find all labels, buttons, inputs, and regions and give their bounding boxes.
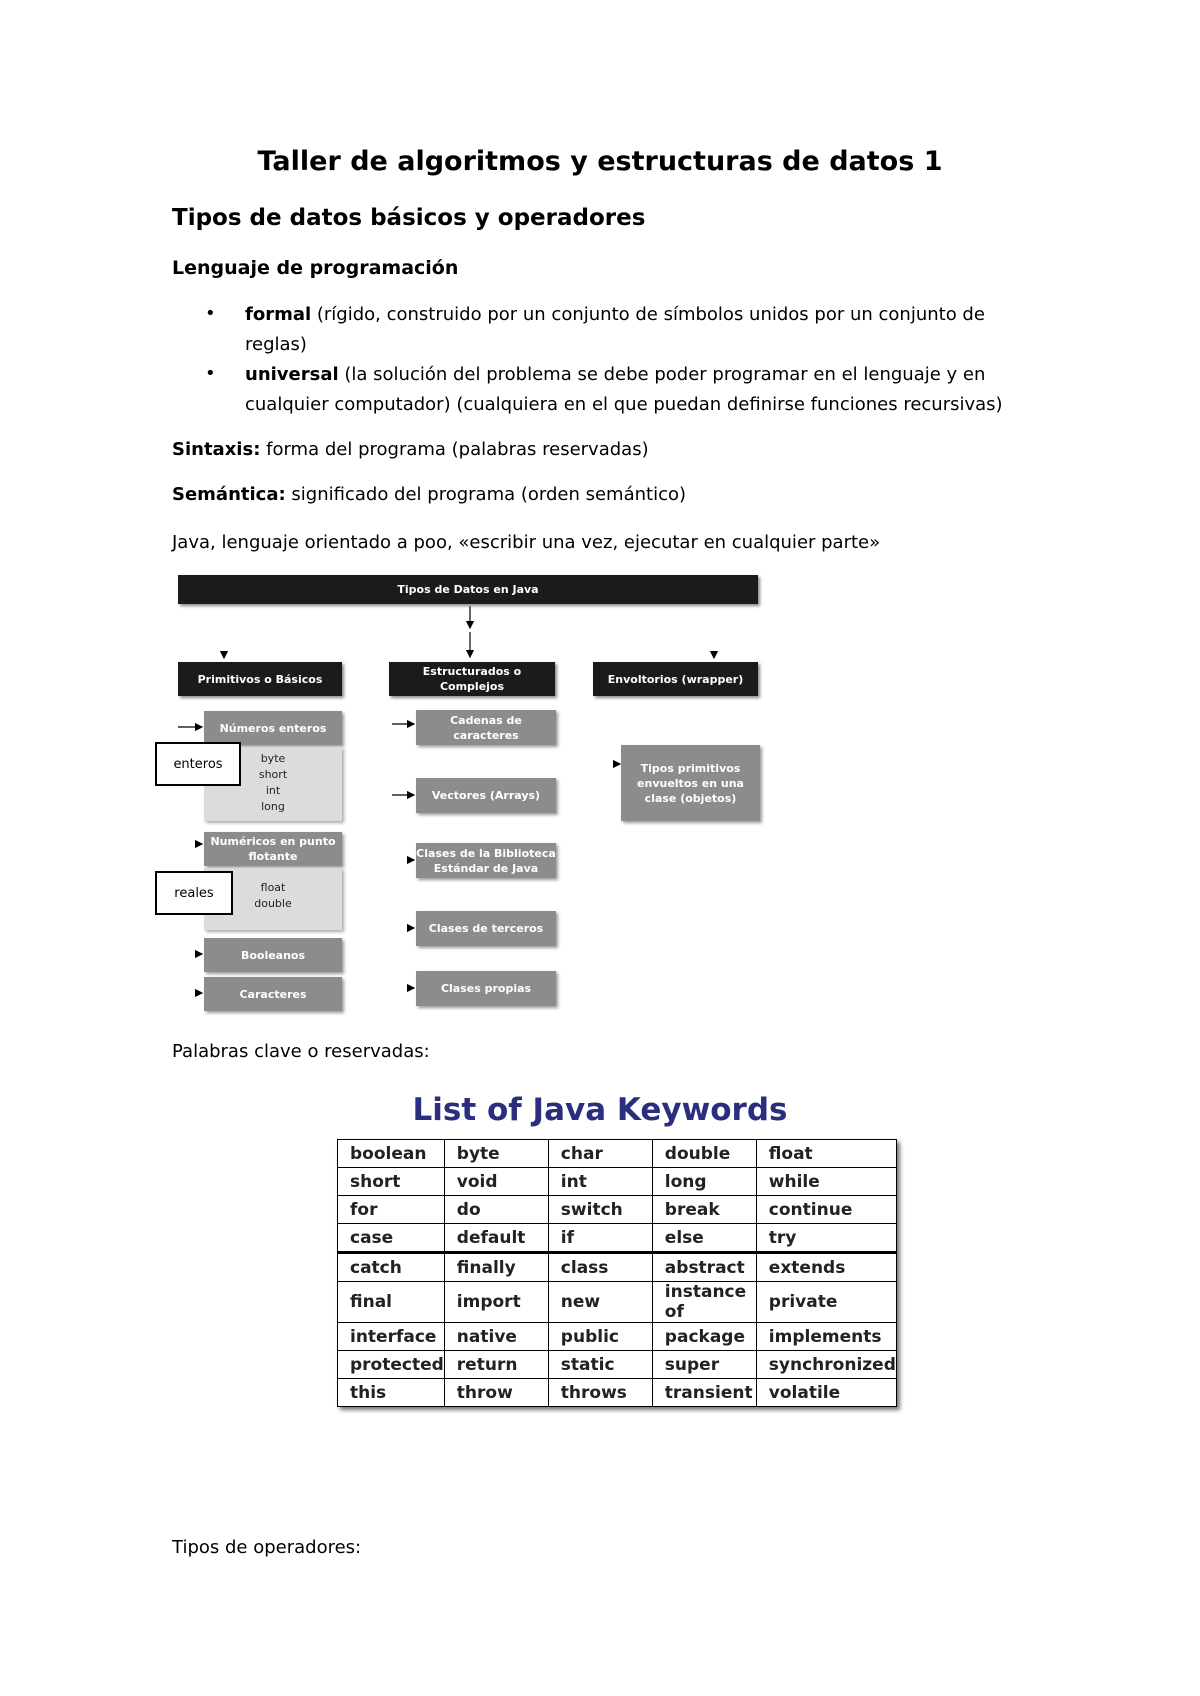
bullet-text: reglas) — [245, 334, 307, 355]
keyword-cell: if — [548, 1224, 652, 1253]
table-row — [338, 1323, 897, 1351]
keyword-cell: int — [548, 1168, 652, 1196]
keyword-cell: protected — [338, 1351, 445, 1379]
keyword-cell: private — [756, 1282, 896, 1323]
keyword-cell: switch — [548, 1196, 652, 1224]
keyword-cell: catch — [338, 1253, 445, 1282]
label-reales: reales — [155, 871, 233, 915]
diagram-text: Estándar de Java — [433, 861, 539, 875]
keyword-cell: transient — [652, 1379, 756, 1407]
keyword-cell: package — [652, 1323, 756, 1351]
keyword-cell: default — [444, 1224, 548, 1253]
keyword-cell: long — [652, 1168, 756, 1196]
keyword-cell: static — [548, 1351, 652, 1379]
bullet-text: (la solución del problema se debe poder programar en el lenguaje y en — [338, 364, 986, 385]
keyword-cell: finally — [444, 1253, 548, 1282]
diagram-text: Tipos primitivos — [640, 761, 741, 775]
keyword-cell: implements — [756, 1323, 896, 1351]
diagram-text: Cadenas de — [450, 713, 522, 727]
keyword-cell: return — [444, 1351, 548, 1379]
keyword-cell: char — [548, 1140, 652, 1168]
keyword-cell: interface — [338, 1323, 445, 1351]
bullet-dot: • — [205, 363, 216, 384]
palabras-label: Palabras clave o reservadas: — [172, 1041, 430, 1062]
diagram-booleanos-box: Booleanos — [204, 938, 342, 972]
sintaxis-text: forma del programa (palabras reservadas) — [260, 439, 649, 460]
keyword-cell: new — [548, 1282, 652, 1323]
diagram-text: long — [261, 800, 285, 813]
diagram-clases-propias-box: Clases propias — [416, 971, 556, 1006]
keywords-table — [337, 1139, 897, 1407]
keyword-cell: do — [444, 1196, 548, 1224]
keyword-cell: boolean — [338, 1140, 445, 1168]
diagram-envoltorios-head: Envoltorios (wrapper) — [593, 662, 758, 696]
diagram-enteros-box: Números enteros — [204, 711, 342, 745]
diagram-text: short — [258, 768, 288, 781]
diagram-text: double — [254, 897, 292, 910]
table-row — [338, 1224, 897, 1253]
keyword-cell: float — [756, 1140, 896, 1168]
keyword-cell: throws — [548, 1379, 652, 1407]
diagram-cadenas-box — [416, 710, 556, 745]
keyword-cell: final — [338, 1282, 445, 1323]
keyword-cell: else — [652, 1224, 756, 1253]
diagram-text: Complejos — [439, 680, 505, 693]
diagram-flotante-box — [204, 832, 342, 866]
bullet-text: cualquier computador) (cualquiera en el que puedan definirse funciones recursivas) — [245, 394, 1003, 415]
java-paragraph: Java, lenguaje orientado a poo, «escribir una vez, ejecutar en cualquier parte» — [172, 532, 881, 553]
keyword-cell: volatile — [756, 1379, 896, 1407]
keyword-cell: while — [756, 1168, 896, 1196]
keywords-title: List of Java Keywords — [412, 1092, 788, 1128]
diagram-text: envueltos en una — [637, 776, 744, 790]
sintaxis-term: Sintaxis: — [172, 439, 261, 460]
table-row — [338, 1168, 897, 1196]
table-row — [338, 1253, 897, 1282]
label-enteros: enteros — [155, 742, 241, 786]
keyword-cell: public — [548, 1323, 652, 1351]
diagram-text: int — [265, 784, 281, 797]
keyword-cell: try — [756, 1224, 896, 1253]
bullet-term: formal — [245, 304, 312, 325]
keyword-cell: break — [652, 1196, 756, 1224]
table-row — [338, 1196, 897, 1224]
keyword-cell: throw — [444, 1379, 548, 1407]
keyword-cell: for — [338, 1196, 445, 1224]
diagram-text: clase (objetos) — [644, 791, 737, 805]
keyword-cell: continue — [756, 1196, 896, 1224]
document-title: Taller de algoritmos y estructuras de datos 1 — [257, 146, 943, 177]
keyword-cell: abstract — [652, 1253, 756, 1282]
operadores-label: Tipos de operadores: — [172, 1537, 362, 1558]
diagram-text: caracteres — [453, 728, 519, 742]
table-row — [338, 1351, 897, 1379]
table-row — [338, 1282, 897, 1323]
bullet-text: (rígido, construido por un conjunto de símbolos unidos por un conjunto de — [311, 304, 985, 325]
diagram-text: float — [260, 881, 286, 894]
keyword-cell: class — [548, 1253, 652, 1282]
diagram-clases-terceros-box: Clases de terceros — [416, 911, 556, 946]
semantica-text: significado del programa (orden semántico) — [285, 484, 687, 505]
diagram-text: Estructurados o — [422, 665, 522, 678]
diagram-vectores-box: Vectores (Arrays) — [416, 778, 556, 813]
keyword-cell: case — [338, 1224, 445, 1253]
bullet-dot: • — [205, 303, 216, 324]
keyword-cell: synchronized — [756, 1351, 896, 1379]
diagram-text: byte — [260, 752, 286, 765]
keyword-cell: import — [444, 1282, 548, 1323]
bullet-term: universal — [245, 364, 339, 385]
keyword-cell: native — [444, 1323, 548, 1351]
table-row — [338, 1140, 897, 1168]
semantica-term: Semántica: — [172, 484, 286, 505]
diagram-estructurados-head — [389, 662, 555, 696]
diagram-caracteres-box: Caracteres — [204, 977, 342, 1011]
keyword-cell: short — [338, 1168, 445, 1196]
table-row — [338, 1379, 897, 1407]
keyword-cell: void — [444, 1168, 548, 1196]
keyword-cell: this — [338, 1379, 445, 1407]
keyword-cell: instance of — [652, 1282, 756, 1323]
diagram-root: Tipos de Datos en Java — [178, 575, 758, 604]
subsection-heading: Lenguaje de programación — [172, 257, 459, 279]
section-heading: Tipos de datos básicos y operadores — [172, 205, 646, 231]
diagram-text: flotante — [248, 850, 298, 863]
diagram-primitivos-head: Primitivos o Básicos — [178, 662, 342, 696]
keyword-cell: super — [652, 1351, 756, 1379]
keyword-cell: extends — [756, 1253, 896, 1282]
diagram-wrapper-box — [621, 745, 760, 821]
keyword-cell: byte — [444, 1140, 548, 1168]
diagram-text: Clases de la Biblioteca — [416, 846, 556, 860]
keyword-cell: double — [652, 1140, 756, 1168]
diagram-text: Numéricos en punto — [210, 835, 336, 848]
diagram-clases-biblioteca-box — [416, 843, 556, 878]
